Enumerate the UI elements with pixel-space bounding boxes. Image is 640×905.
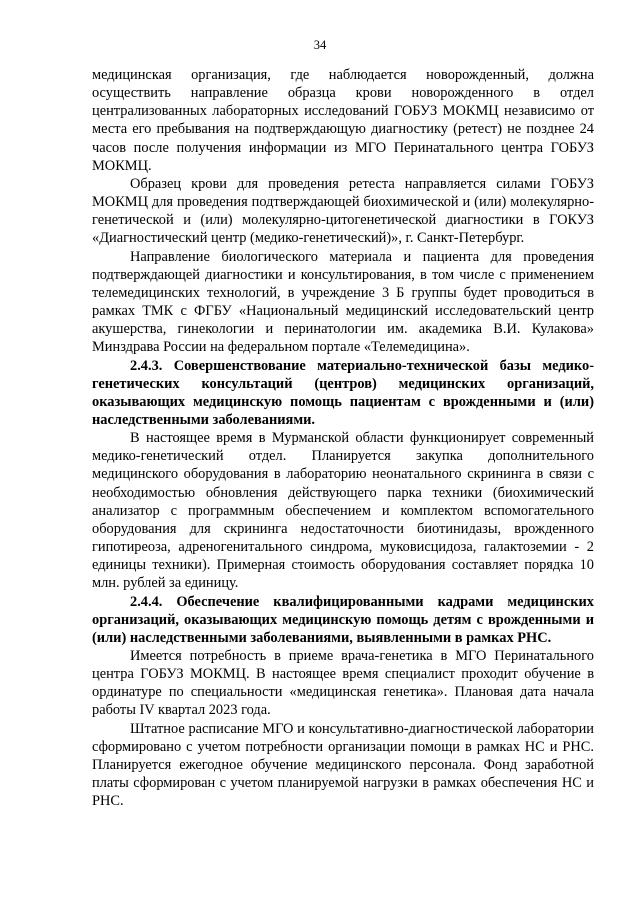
document-body bbox=[92, 66, 594, 810]
paragraph-1: медицинская организация, где наблюдается новорожденный, должна осуществить направление образца крови новорожденного в отдел централизованных лабораторных исследований ГОБУЗ МОКМЦ независимо от места его пребывания на подтверждающую диагностику (ретест) не позднее 24 часов после получения информации из МГО Перинатального центра ГОБУЗ МОКМЦ. bbox=[92, 67, 594, 174]
section-heading-2-4-4: 2.4.4. Обеспечение квалифицированными кадрами медицинских организаций, оказывающих медицинскую помощь детям с врожденными и (или) наследственными заболеваниями, выявленными в рамках РНС. bbox=[92, 593, 594, 646]
paragraph-5: Имеется потребность в приеме врача-генетика в МГО Перинатального центра ГОБУЗ МОКМЦ. В настоящее время специалист проходит обучение в ординатуре по специальности «медицинская генетика». Плановая дата начала работы IV квартал 2023 года. bbox=[92, 648, 594, 719]
paragraph-6: Штатное расписание МГО и консультативно-диагностической лаборатории сформировано с учетом потребности организации помощи в рамках НС и РНС. Планируется ежегодное обучение медицинского персонала. Фонд заработной платы сформирован с учетом планируемой нагрузки в рамках обеспечения НС и РНС. bbox=[92, 720, 594, 810]
paragraph-2: Образец крови для проведения ретеста направляется силами ГОБУЗ МОКМЦ для проведения подтверждающей биохимической и (или) молекулярно-генетической и (или) молекулярно-цитогенетической диагностики в ГОКУЗ «Диагностический центр (медико-генетический)», г. Санкт-Петербург. bbox=[92, 175, 594, 247]
paragraph-4: В настоящее время в Мурманской области функционирует современный медико-генетический отдел. Планируется закупка дополнительного медицинского оборудования в лабораторию неонатального скрининга в связи с необходимостью обновления действующего парка техники (биохимический анализатор с программным обеспечением и комплектом вспомогательного оборудования для скрининга недостаточности биотинидазы, врожденного гипотиреоза, адреногенитального синдрома, муковисцидоза, галактоземии - 2 единицы техники). Примерная стоимость оборудования составляет порядка 10 млн. рублей за единицу. bbox=[92, 430, 594, 592]
paragraph-3: Направление биологического материала и пациента для проведения подтверждающей диагностики и консультирования, в том числе с применением телемедицинских технологий, в учреждение 3 Б группы будет проводиться в рамках ТМК с ФГБУ «Национальный медицинский исследовательский центр акушерства, гинекологии и перинатологии им. академика В.И. Кулакова» Минздрава России на федеральном портале «Телемедицина». bbox=[92, 248, 594, 356]
page-number: 34 bbox=[313, 38, 327, 52]
section-heading-2-4-3: 2.4.3. Совершенствование материально-технической базы медико-генетических консультаций (центров) медицинских организаций, оказывающих медицинскую помощь пациентам с врожденными и (или) наследственными заболеваниями. bbox=[92, 357, 594, 428]
